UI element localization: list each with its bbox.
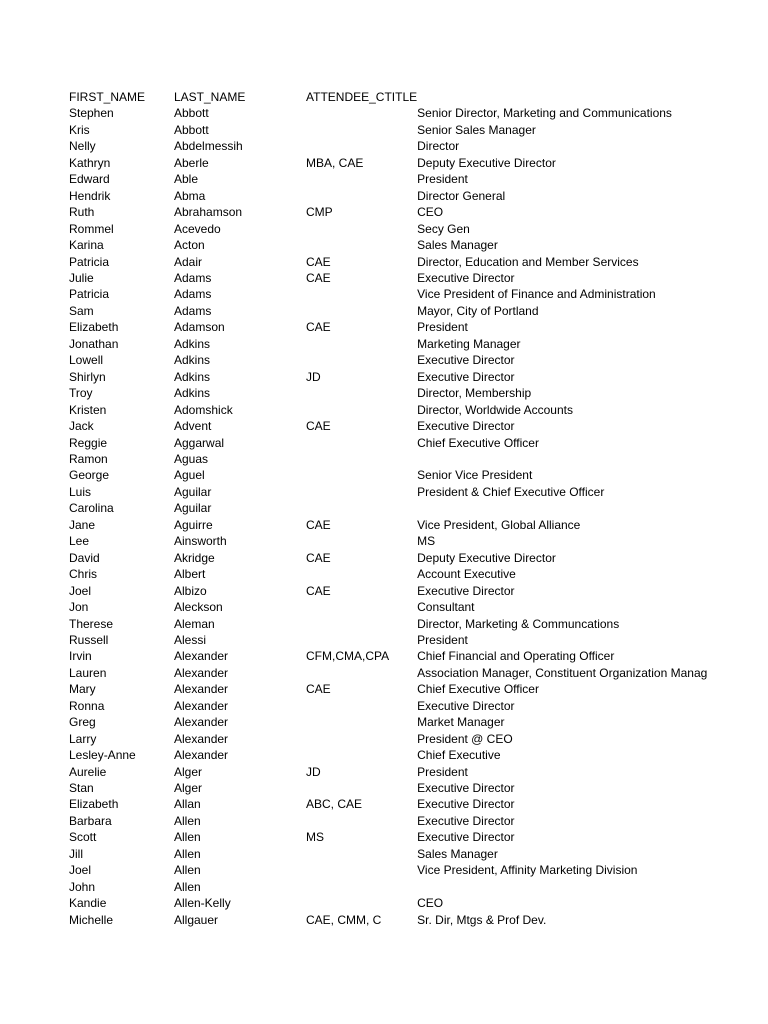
credential-cell xyxy=(306,286,417,302)
credential-cell: CMP xyxy=(306,205,333,220)
job-title-cell: President xyxy=(417,632,468,647)
job-title-cell xyxy=(417,451,727,467)
first-name-cell: Patricia xyxy=(69,254,110,269)
header-first-name: FIRST_NAME xyxy=(69,90,146,104)
credential-cell xyxy=(306,780,417,796)
last-name-cell: Acton xyxy=(174,238,205,253)
first-name-cell: Lesley-Anne xyxy=(69,748,136,763)
first-name-cell: Troy xyxy=(69,386,93,401)
credential-cell xyxy=(306,500,417,516)
table-row xyxy=(69,484,727,500)
table-row xyxy=(69,912,727,928)
job-title-cell: Executive Director xyxy=(417,353,515,368)
last-name-cell: Advent xyxy=(174,419,212,434)
job-title-cell: Chief Executive Officer xyxy=(417,682,539,697)
job-title-cell: Sales Manager xyxy=(417,846,498,861)
table-row xyxy=(69,616,727,632)
last-name-cell: Aleckson xyxy=(174,600,223,615)
first-name-cell: Karina xyxy=(69,238,104,253)
first-name-cell: Kathryn xyxy=(69,155,111,170)
job-title-cell: Executive Director xyxy=(417,270,515,285)
last-name-cell: Alexander xyxy=(174,649,229,664)
credential-cell xyxy=(306,221,417,237)
credential-cell xyxy=(306,336,417,352)
first-name-cell: Stan xyxy=(69,781,94,796)
table-row xyxy=(69,813,727,829)
job-title-cell: Consultant xyxy=(417,600,475,615)
table-row xyxy=(69,155,727,171)
first-name-cell: Therese xyxy=(69,616,114,631)
job-title-cell: Secy Gen xyxy=(417,221,470,236)
table-row xyxy=(69,467,727,483)
last-name-cell: Abrahamson xyxy=(174,205,243,220)
first-name-cell: Elizabeth xyxy=(69,320,119,335)
job-title-cell: Account Executive xyxy=(417,567,516,582)
job-title-cell: Association Manager, Constituent Organization Manag xyxy=(417,665,708,680)
credential-cell: MS xyxy=(306,830,324,845)
credential-cell xyxy=(306,813,417,829)
first-name-cell: Luis xyxy=(69,484,92,499)
table-row xyxy=(69,122,727,138)
table-row xyxy=(69,533,727,549)
credential-cell xyxy=(306,138,417,154)
credential-cell: CAE xyxy=(306,270,331,285)
credential-cell xyxy=(306,105,417,121)
last-name-cell: Acevedo xyxy=(174,221,221,236)
last-name-cell: Abma xyxy=(174,188,206,203)
table-row xyxy=(69,138,727,154)
first-name-cell: Scott xyxy=(69,830,97,845)
first-name-cell: Joel xyxy=(69,863,92,878)
last-name-cell: Adamson xyxy=(174,320,225,335)
last-name-cell: Adams xyxy=(174,287,212,302)
job-title-cell: Executive Director xyxy=(417,797,515,812)
table-row xyxy=(69,254,727,270)
job-title-cell: Chief Executive Officer xyxy=(417,435,539,450)
table-row xyxy=(69,204,727,220)
header-last-name: LAST_NAME xyxy=(174,90,246,104)
last-name-cell: Aguilar xyxy=(174,484,212,499)
credential-cell: CFM,CMA,CPA xyxy=(306,649,390,664)
last-name-cell: Adkins xyxy=(174,336,211,351)
first-name-cell: John xyxy=(69,879,96,894)
credential-cell xyxy=(306,566,417,582)
credential-cell xyxy=(306,731,417,747)
credential-cell xyxy=(306,747,417,763)
first-name-cell: Reggie xyxy=(69,435,108,450)
last-name-cell: Albert xyxy=(174,567,206,582)
first-name-cell: Larry xyxy=(69,731,97,746)
first-name-cell: Kandie xyxy=(69,896,107,911)
credential-cell xyxy=(306,599,417,615)
job-title-cell: Executive Director xyxy=(417,830,515,845)
last-name-cell: Allen xyxy=(174,813,201,828)
credential-cell xyxy=(306,122,417,138)
first-name-cell: Greg xyxy=(69,715,96,730)
last-name-cell: Ainsworth xyxy=(174,534,227,549)
credential-cell xyxy=(306,895,417,911)
last-name-cell: Adomshick xyxy=(174,402,233,417)
last-name-cell: Adkins xyxy=(174,386,211,401)
last-name-cell: Allgauer xyxy=(174,912,219,927)
table-row xyxy=(69,418,727,434)
credential-cell xyxy=(306,879,417,895)
table-row xyxy=(69,731,727,747)
first-name-cell: Mary xyxy=(69,682,96,697)
first-name-cell: Lowell xyxy=(69,353,104,368)
table-row xyxy=(69,632,727,648)
credential-cell: CAE xyxy=(306,419,331,434)
header-title xyxy=(417,89,727,105)
table-row xyxy=(69,829,727,845)
last-name-cell: Abbott xyxy=(174,122,209,137)
table-row xyxy=(69,286,727,302)
job-title-cell: Senior Vice President xyxy=(417,468,533,483)
first-name-cell: Rommel xyxy=(69,221,114,236)
first-name-cell: Edward xyxy=(69,172,110,187)
last-name-cell: Aberle xyxy=(174,155,209,170)
job-title-cell: Director, Education and Member Services xyxy=(417,254,639,269)
table-row xyxy=(69,237,727,253)
credential-cell xyxy=(306,533,417,549)
table-row xyxy=(69,583,727,599)
first-name-cell: Michelle xyxy=(69,912,114,927)
table-row xyxy=(69,171,727,187)
credential-cell xyxy=(306,451,417,467)
table-row xyxy=(69,435,727,451)
job-title-cell: Director General xyxy=(417,188,506,203)
job-title-cell: Executive Director xyxy=(417,698,515,713)
last-name-cell: Akridge xyxy=(174,550,215,565)
job-title-cell: Sales Manager xyxy=(417,238,498,253)
first-name-cell: Aurelie xyxy=(69,764,107,779)
table-row xyxy=(69,681,727,697)
first-name-cell: Jack xyxy=(69,419,94,434)
first-name-cell: Nelly xyxy=(69,139,96,154)
job-title-cell: President xyxy=(417,320,468,335)
credential-cell xyxy=(306,714,417,730)
table-row xyxy=(69,188,727,204)
table-row xyxy=(69,336,727,352)
credential-cell xyxy=(306,352,417,368)
last-name-cell: Adair xyxy=(174,254,203,269)
job-title-cell: Market Manager xyxy=(417,715,505,730)
job-title-cell: Executive Director xyxy=(417,813,515,828)
credential-cell: JD xyxy=(306,764,321,779)
credential-cell xyxy=(306,862,417,878)
first-name-cell: Ramon xyxy=(69,451,108,466)
header-attendee-ctitle: ATTENDEE_CTITLE xyxy=(306,90,418,104)
job-title-cell xyxy=(417,879,727,895)
table-row xyxy=(69,451,727,467)
last-name-cell: Alexander xyxy=(174,748,229,763)
table-row xyxy=(69,698,727,714)
job-title-cell: Director, Marketing & Communcations xyxy=(417,616,620,631)
table-row xyxy=(69,780,727,796)
credential-cell: JD xyxy=(306,369,321,384)
job-title-cell: President xyxy=(417,172,468,187)
credential-cell: CAE xyxy=(306,550,331,565)
last-name-cell: Alessi xyxy=(174,632,207,647)
table-row xyxy=(69,665,727,681)
job-title-cell: Executive Director xyxy=(417,369,515,384)
credential-cell xyxy=(306,385,417,401)
last-name-cell: Allen xyxy=(174,879,201,894)
table-row xyxy=(69,369,727,385)
credential-cell: CAE xyxy=(306,583,331,598)
credential-cell xyxy=(306,484,417,500)
first-name-cell: Sam xyxy=(69,303,94,318)
job-title-cell: Director xyxy=(417,139,460,154)
last-name-cell: Alexander xyxy=(174,682,229,697)
job-title-cell: Chief Executive xyxy=(417,748,501,763)
table-row xyxy=(69,796,727,812)
last-name-cell: Alexander xyxy=(174,665,229,680)
last-name-cell: Alexander xyxy=(174,698,229,713)
last-name-cell: Aguilar xyxy=(174,501,212,516)
job-title-cell: Executive Director xyxy=(417,781,515,796)
first-name-cell: Ruth xyxy=(69,205,95,220)
last-name-cell: Adams xyxy=(174,270,212,285)
first-name-cell: Jill xyxy=(69,846,83,861)
credential-cell: CAE, CMM, C xyxy=(306,912,382,927)
credential-cell xyxy=(306,698,417,714)
first-name-cell: Stephen xyxy=(69,106,114,121)
table-row xyxy=(69,221,727,237)
table-row xyxy=(69,862,727,878)
table-row xyxy=(69,879,727,895)
table-row xyxy=(69,599,727,615)
job-title-cell: President xyxy=(417,764,468,779)
job-title-cell: Vice President of Finance and Administration xyxy=(417,287,656,302)
job-title-cell: Executive Director xyxy=(417,583,515,598)
last-name-cell: Allen-Kelly xyxy=(174,896,231,911)
first-name-cell: David xyxy=(69,550,100,565)
job-title-cell: Director, Worldwide Accounts xyxy=(417,402,573,417)
last-name-cell: Aggarwal xyxy=(174,435,225,450)
table-row xyxy=(69,550,727,566)
last-name-cell: Allen xyxy=(174,863,201,878)
first-name-cell: George xyxy=(69,468,110,483)
table-row xyxy=(69,895,727,911)
first-name-cell: Lauren xyxy=(69,665,107,680)
credential-cell: ABC, CAE xyxy=(306,797,363,812)
table-row xyxy=(69,270,727,286)
attendee-rows xyxy=(69,105,727,928)
credential-cell xyxy=(306,467,417,483)
last-name-cell: Allan xyxy=(174,797,201,812)
first-name-cell: Chris xyxy=(69,567,98,582)
credential-cell xyxy=(306,402,417,418)
credential-cell xyxy=(306,303,417,319)
last-name-cell: Alexander xyxy=(174,731,229,746)
first-name-cell: Jane xyxy=(69,517,96,532)
credential-cell xyxy=(306,632,417,648)
job-title-cell: Director, Membership xyxy=(417,386,532,401)
credential-cell: CAE xyxy=(306,320,331,335)
job-title-cell: Senior Director, Marketing and Communications xyxy=(417,106,672,121)
job-title-cell: Chief Financial and Operating Officer xyxy=(417,649,615,664)
table-row xyxy=(69,105,727,121)
first-name-cell: Carolina xyxy=(69,501,114,516)
last-name-cell: Aleman xyxy=(174,616,215,631)
table-row xyxy=(69,385,727,401)
first-name-cell: Jonathan xyxy=(69,336,119,351)
job-title-cell: MS xyxy=(417,534,436,549)
first-name-cell: Hendrik xyxy=(69,188,111,203)
table-row xyxy=(69,764,727,780)
credential-cell xyxy=(306,188,417,204)
table-row xyxy=(69,566,727,582)
job-title-cell: President & Chief Executive Officer xyxy=(417,484,605,499)
job-title-cell xyxy=(417,500,727,516)
job-title-cell: Senior Sales Manager xyxy=(417,122,536,137)
first-name-cell: Elizabeth xyxy=(69,797,119,812)
table-row xyxy=(69,517,727,533)
attendee-table xyxy=(69,89,727,928)
last-name-cell: Alger xyxy=(174,764,203,779)
last-name-cell: Adkins xyxy=(174,369,211,384)
credential-cell: MBA, CAE xyxy=(306,155,364,170)
header-row xyxy=(69,89,727,105)
job-title-cell: CEO xyxy=(417,205,444,220)
first-name-cell: Lee xyxy=(69,534,90,549)
job-title-cell: Vice President, Global Alliance xyxy=(417,517,581,532)
first-name-cell: Patricia xyxy=(69,287,110,302)
table-row xyxy=(69,402,727,418)
first-name-cell: Russell xyxy=(69,632,109,647)
credential-cell xyxy=(306,435,417,451)
last-name-cell: Adkins xyxy=(174,353,211,368)
table-row xyxy=(69,319,727,335)
table-row xyxy=(69,648,727,664)
job-title-cell: Mayor, City of Portland xyxy=(417,303,539,318)
job-title-cell: Sr. Dir, Mtgs & Prof Dev. xyxy=(417,912,547,927)
first-name-cell: Barbara xyxy=(69,813,112,828)
credential-cell xyxy=(306,171,417,187)
credential-cell xyxy=(306,665,417,681)
credential-cell: CAE xyxy=(306,254,331,269)
last-name-cell: Adams xyxy=(174,303,212,318)
table-row xyxy=(69,846,727,862)
credential-cell: CAE xyxy=(306,517,331,532)
last-name-cell: Abdelmessih xyxy=(174,139,243,154)
job-title-cell: Vice President, Affinity Marketing Division xyxy=(417,863,638,878)
last-name-cell: Aguirre xyxy=(174,517,213,532)
credential-cell xyxy=(306,616,417,632)
first-name-cell: Kristen xyxy=(69,402,107,417)
job-title-cell: Deputy Executive Director xyxy=(417,155,556,170)
last-name-cell: Allen xyxy=(174,830,201,845)
last-name-cell: Able xyxy=(174,172,199,187)
job-title-cell: Deputy Executive Director xyxy=(417,550,556,565)
last-name-cell: Allen xyxy=(174,846,201,861)
table-row xyxy=(69,303,727,319)
last-name-cell: Abbott xyxy=(174,106,209,121)
job-title-cell: Marketing Manager xyxy=(417,336,521,351)
table-row xyxy=(69,714,727,730)
table-row xyxy=(69,352,727,368)
first-name-cell: Irvin xyxy=(69,649,92,664)
table-row xyxy=(69,500,727,516)
last-name-cell: Aguas xyxy=(174,451,209,466)
first-name-cell: Ronna xyxy=(69,698,105,713)
first-name-cell: Kris xyxy=(69,122,90,137)
first-name-cell: Julie xyxy=(69,270,94,285)
job-title-cell: Executive Director xyxy=(417,419,515,434)
credential-cell: CAE xyxy=(306,682,331,697)
last-name-cell: Aguel xyxy=(174,468,205,483)
job-title-cell: CEO xyxy=(417,896,444,911)
credential-cell xyxy=(306,846,417,862)
last-name-cell: Albizo xyxy=(174,583,207,598)
last-name-cell: Alexander xyxy=(174,715,229,730)
credential-cell xyxy=(306,237,417,253)
table-row xyxy=(69,747,727,763)
first-name-cell: Joel xyxy=(69,583,92,598)
first-name-cell: Jon xyxy=(69,600,89,615)
job-title-cell: President @ CEO xyxy=(417,731,513,746)
first-name-cell: Shirlyn xyxy=(69,369,106,384)
last-name-cell: Alger xyxy=(174,781,203,796)
